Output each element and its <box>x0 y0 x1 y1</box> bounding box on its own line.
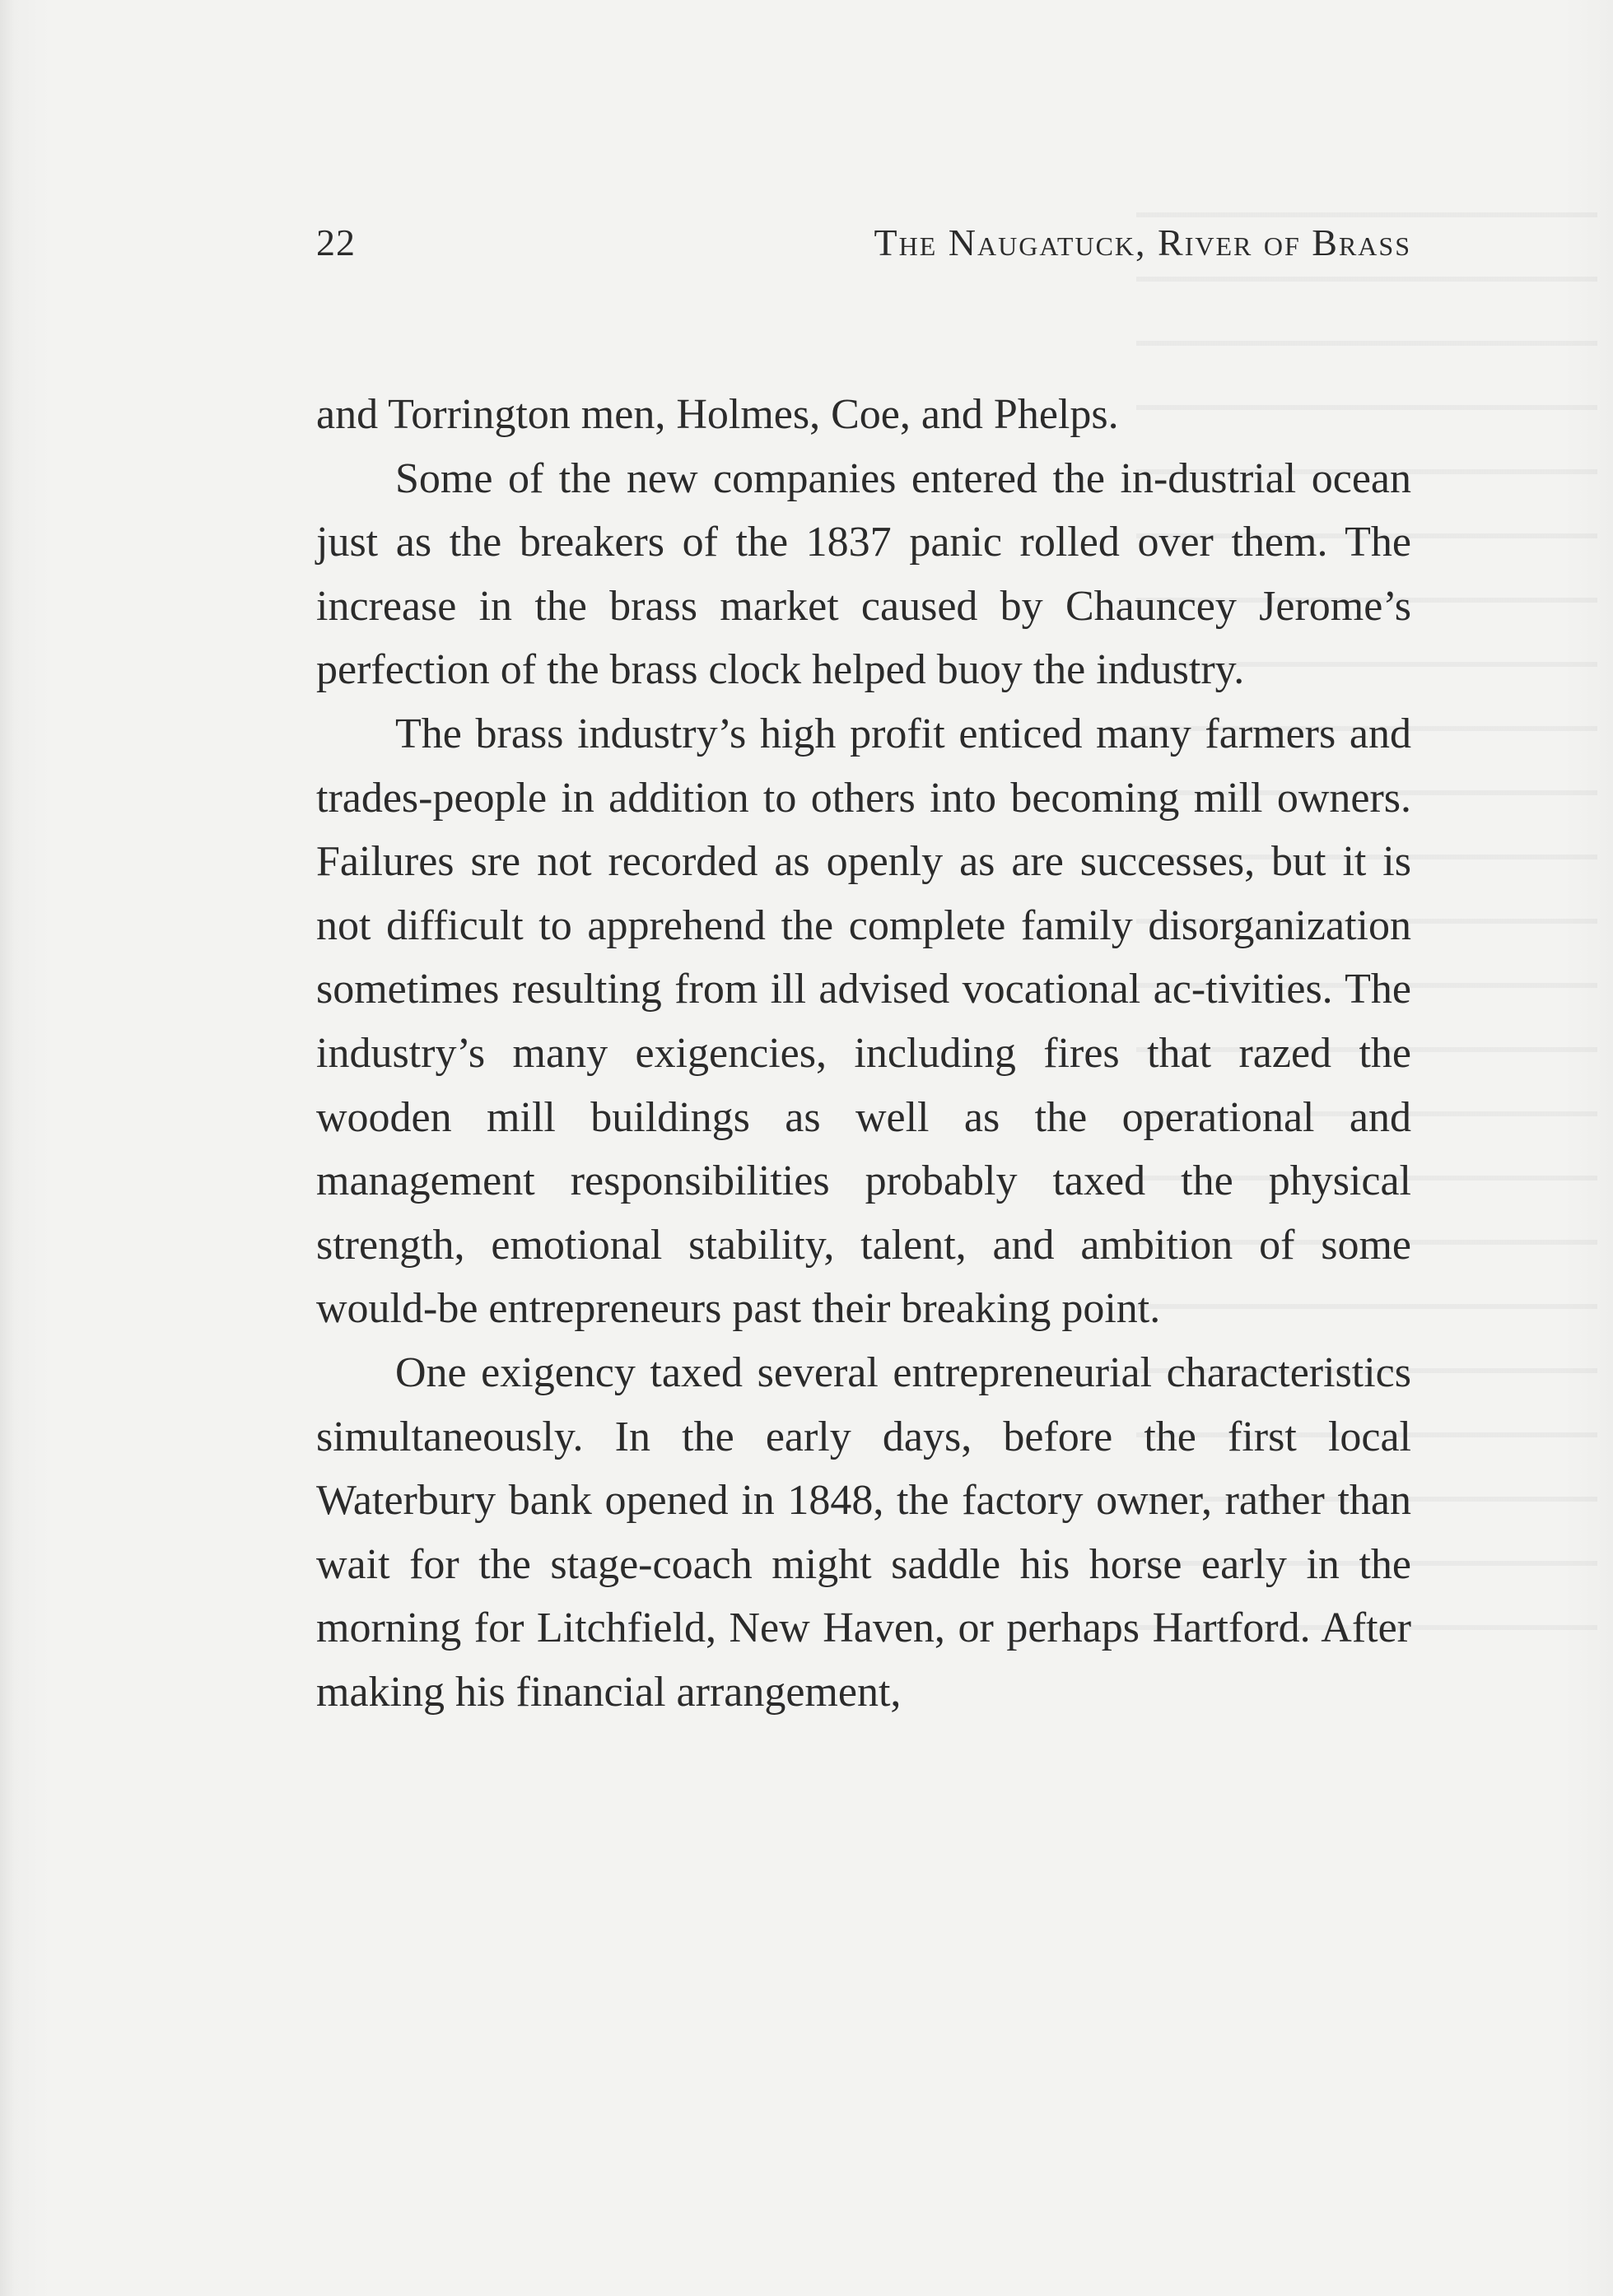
page-number: 22 <box>316 221 356 263</box>
paragraph: One exigency taxed several entrepreneurial characteristics simultaneously. In the early days, before the first local Waterbury bank opened in 1848, the factory owner, rather than wait for the stage-coach might saddle his horse early in the morning for Litchfield, New Haven, or perhaps Hartford. After making his financial arrangement, <box>316 1348 1411 1716</box>
running-title: The Naugatuck, River of Brass <box>874 221 1411 263</box>
paragraph: The brass industry’s high profit enticed many farmers and trades-people in addition to others into becoming mill owners. Failures sre not recorded as openly as are successes, but it is not difficult to apprehend the complete family disorganization sometimes resulting from ill advised vocational ac-tivities. The industry’s many exigencies, including fires that razed the wooden mill buildings as well as the operational and management responsibilities probably taxed the physical strength, emotional stability, talent, and ambition of some would-be entrepreneurs past their breaking point. <box>316 710 1411 1333</box>
page-header <box>316 221 1411 278</box>
body-text <box>316 383 1411 1724</box>
paragraph-continuation: and Torrington men, Holmes, Coe, and Phelps. <box>316 391 1119 438</box>
paragraph: Some of the new companies entered the in-dustrial ocean just as the breakers of the 1837 panic rolled over them. The increase in the brass market caused by Chauncey Jerome’s perfection of the brass clock helped buoy the industry. <box>316 454 1411 694</box>
